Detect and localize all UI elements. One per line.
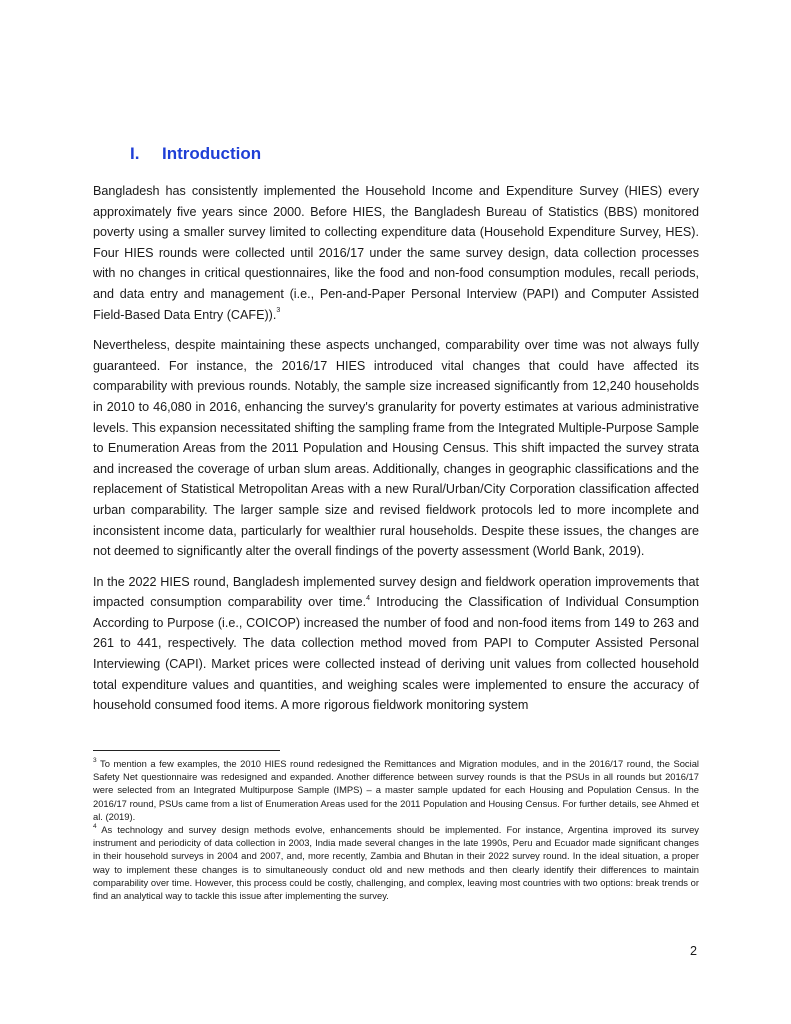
section-title: Introduction bbox=[162, 144, 262, 163]
body-text bbox=[93, 181, 699, 726]
footnote-4-text: As technology and survey design methods evolve, enhancements should be implemented. For instance, Argentina improved its survey instrument and periodicity of data collection in 2003, India made several changes in the late 1990s, Peru and Ecuador made significant changes in their household surveys in 2004 and 2007, and, more recently, Zambia and Bhutan in their 2022 survey round. In the ideal situation, a proper way to implement these changes is to simultaneously conduct old and new methods and then clearly identify their differences to maintain comparability over time. However, this process could be costly, challenging, and complex, leaving most countries with two options: break trends or find an analytical way to tackle this issue after implementing the survey. bbox=[93, 824, 699, 902]
footnote-ref-4[interactable]: 4 bbox=[366, 595, 371, 603]
page-number: 2 bbox=[690, 944, 698, 958]
footnotes bbox=[93, 757, 699, 902]
footnote-4 bbox=[93, 823, 699, 902]
footnote-separator bbox=[93, 750, 280, 751]
paragraph-1-text: Bangladesh has consistently implemented the Household Income and Expenditure Survey (HIES) every approximately five years since 2000. Before HIES, the Bangladesh Bureau of Statistics (BBS) monitored poverty using a smaller survey limited to collecting expenditure data (Household Expenditure Survey, HES). Four HIES rounds were collected until 2016/17 under the same survey design, data collection processes with no changes in critical questionnaires, like the food and non-food consumption modules, recall periods, and data entry and management (i.e., Pen-and-Paper Personal Interview (PAPI) and Computer Assisted Field-Based Data Entry (CAFE)). bbox=[93, 184, 699, 322]
footnote-3 bbox=[93, 757, 699, 823]
footnote-mark-3: 3 bbox=[93, 756, 97, 764]
paragraph-3-text-before: In the 2022 HIES round, Bangladesh implemented survey design and fieldwork operation improvements that impacted consumption comparability over time. bbox=[93, 574, 699, 610]
footnote-mark-4: 4 bbox=[93, 822, 97, 830]
paragraph-1 bbox=[93, 181, 699, 325]
footnote-3-text: To mention a few examples, the 2010 HIES round redesigned the Remittances and Migration modules, and in the 2016/17 round, the Social Safety Net questionnaire was redesigned and expanded. Another difference between survey rounds is that the PSUs in all rounds but 2016/17 were selected from an Integrated Multipurpose Sample (IMPS) – a master sample updated for each Housing and Population Census. In the 2016/17 round, PSUs came from a list of Enumeration Areas used for the 2011 Population and Housing Census. For further details, see Ahmed et al. (2019). bbox=[93, 758, 699, 822]
paragraph-3-text-after: Introducing the Classification of Individual Consumption According to Purpose (i.e., COICOP) increased the number of food and non-food items from 149 to 263 and 261 to 441, respectively. The data collection method moved from PAPI to Computer Assisted Personal Interviewing (CAPI). Market prices were collected instead of deriving unit values from collected household total expenditure values and quantities, and weighing scales were implemented to ensure the accuracy of household consumed food items. A more rigorous fieldwork monitoring system bbox=[93, 595, 700, 713]
paragraph-2: Nevertheless, despite maintaining these aspects unchanged, comparability over time was not always fully guaranteed. For instance, the 2016/17 HIES introduced vital changes that could have affected its comparability with previous rounds. Notably, the sample size increased significantly from 12,240 households in 2010 to 46,080 in 2016, enhancing the survey's granularity for poverty estimates at various administrative levels. This expansion necessitated shifting the sampling frame from the Integrated Multiple-Purpose Sample to Enumeration Areas from the 2011 Population and Housing Census. This shift impacted the survey strata and increased the coverage of urban slum areas. Additionally, changes in geographic classifications and the replacement of Statistical Metropolitan Areas with a new Rural/Urban/City Corporation classification affected urban comparability. The larger sample size and revised fieldwork protocols led to more incomplete and inconsistent income data, particularly for wealthier rural households. Despite these issues, the changes are not deemed to significantly alter the overall findings of the poverty assessment (World Bank, 2019). bbox=[93, 338, 699, 559]
section-number: I. bbox=[130, 144, 140, 163]
paragraph-3 bbox=[93, 572, 699, 716]
section-heading bbox=[130, 144, 261, 164]
footnote-ref-3[interactable]: 3 bbox=[276, 307, 281, 315]
